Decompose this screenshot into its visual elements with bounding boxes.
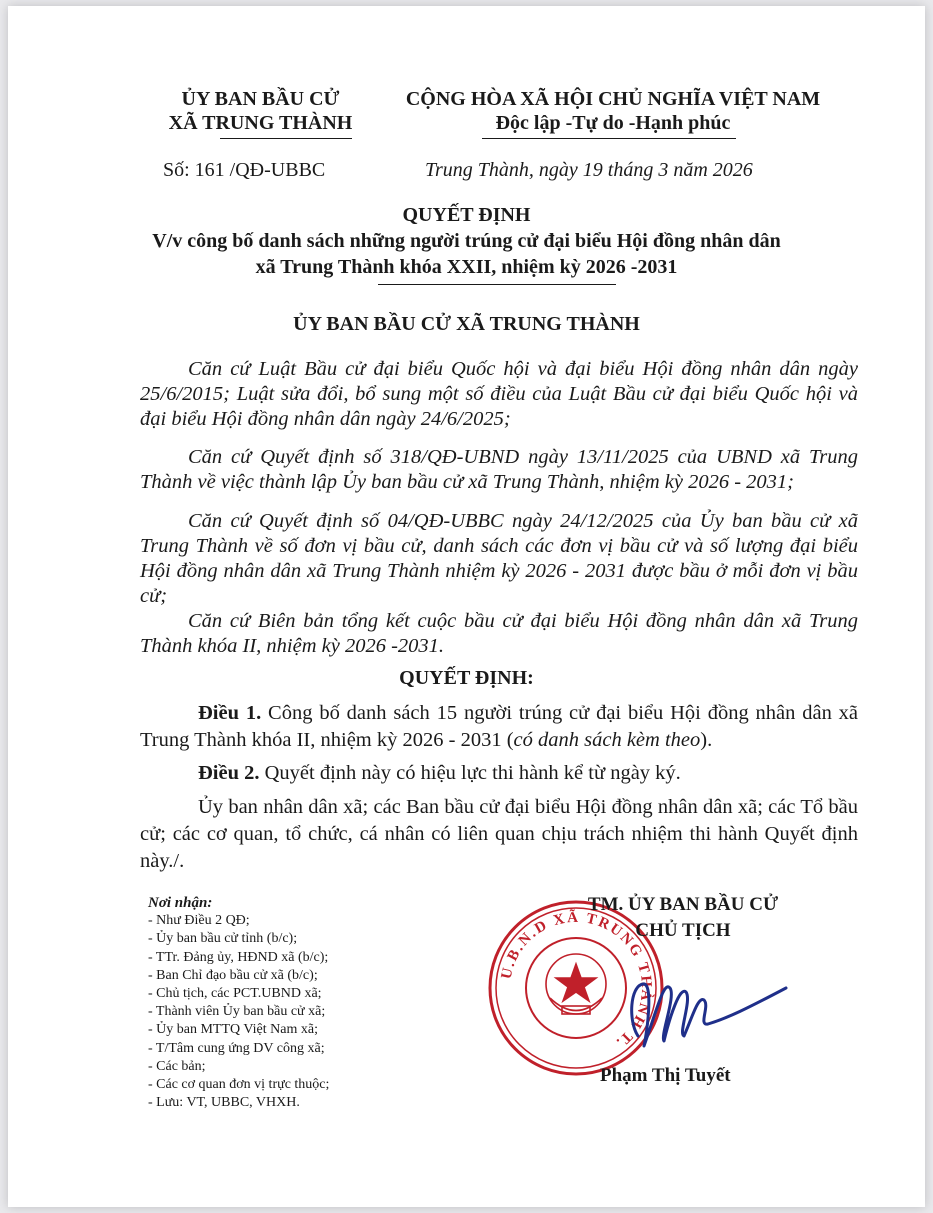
signer-name: Phạm Thị Tuyết [600,1065,731,1086]
handwritten-signature [598,966,798,1056]
org-name-line2: XÃ TRUNG THÀNH [168,112,353,134]
nation-motto: Độc lập -Tự do -Hạnh phúc [495,112,731,134]
document-number: Số: 161 /QĐ-UBBC [163,159,326,181]
document-page [8,6,925,1207]
issuing-authority: ỦY BAN BẦU CỬ XÃ TRUNG THÀNH [293,313,640,335]
signature-stroke [632,984,786,1046]
subject-line1: V/v công bố danh sách những người trúng cử đại biểu Hội đồng nhân dân [152,230,781,252]
document-date: Trung Thành, ngày 19 tháng 3 năm 2026 [425,159,753,181]
recipient-item: - T/Tâm cung ứng DV công xã; [148,1040,325,1056]
legal-basis-4: Căn cứ Biên bản tổng kết cuộc bầu cử đại biểu Hội đồng nhân dân xã Trung Thành khóa II, nhiệm kỳ 2026 -2031. [140,610,858,657]
recipient-item: - TTr. Đảng ủy, HĐND xã (b/c); [148,949,329,965]
org-underline [220,138,352,139]
subject-line2: xã Trung Thành khóa XXII, nhiệm kỳ 2026 -2031 [255,256,678,278]
legal-basis-1: Căn cứ Luật Bầu cử đại biểu Quốc hội và đại biểu Hội đồng nhân dân ngày 25/6/2015; Luật sửa đổi, bổ sung một số điều của Luật Bầu cử đại biểu Quốc hội và đại biểu Hội đồng nhân dân ngày 24/6/2025; [140,358,858,430]
article-1-end: ). [700,729,713,751]
national-emblem-icon [546,954,606,1014]
article-1 [140,700,858,754]
article-1-text: Công bố danh sách 15 người trúng cử đại biểu Hội đồng nhân dân xã Trung Thành khóa II, nhiệm kỳ 2026 - 2031 ( [140,702,858,751]
motto-underline [482,138,736,139]
org-name-line1: ỦY BAN BẦU CỬ [181,88,340,110]
document-title: QUYẾT ĐỊNH [402,204,531,226]
recipient-item: - Như Điều 2 QĐ; [148,913,250,929]
legal-basis-2: Căn cứ Quyết định số 318/QĐ-UBND ngày 13/11/2025 của UBND xã Trung Thành về việc thành lập Ủy ban bầu cử xã Trung Thành, nhiệm kỳ 2026 - 2031; [140,446,858,493]
title-underline [378,284,616,285]
recipient-item: - Chủ tịch, các PCT.UBND xã; [148,986,322,1002]
recipients-block [148,894,329,1112]
article-2-label: Điều 2. [198,762,260,784]
signer-position-1: TM. ỦY BAN BẦU CỬ [587,894,779,915]
recipient-item: - Ban Chỉ đạo bầu cử xã (b/c); [148,967,318,983]
decision-heading: QUYẾT ĐỊNH: [399,667,534,689]
recipients-title: Nơi nhận: [148,895,213,911]
article-2 [140,760,858,787]
article-2-text: Quyết định này có hiệu lực thi hành kể từ ngày ký. [259,762,681,784]
seal-text: U.B.N.D XÃ TRUNG THÀNH T. [498,909,655,1052]
recipient-item: - Lưu: VT, UBBC, VHXH. [148,1095,300,1111]
article-3: Ủy ban nhân dân xã; các Ban bầu cử đại biểu Hội đồng nhân dân xã; các Tổ bầu cử; các cơ quan, tổ chức, cá nhân có liên quan chịu trách nhiệm thi hành Quyết định này./. [140,796,858,872]
legal-basis-3: Căn cứ Quyết định số 04/QĐ-UBBC ngày 24/12/2025 của Ủy ban bầu cử xã Trung Thành về số đơn vị bầu cử, danh sách các đơn vị bầu cử và số lượng đại biểu Hội đồng nhân dân xã Trung Thành nhiệm kỳ 2026 - 2031 được bầu ở mỗi đơn vị bầu cử; [140,510,858,607]
recipient-item: - Thành viên Ủy ban bầu cử xã; [148,1004,326,1020]
article-1-note: có danh sách kèm theo [513,729,701,751]
nation-name: CỘNG HÒA XÃ HỘI CHỦ NGHĨA VIỆT NAM [405,88,821,110]
signer-position-2: CHỦ TỊCH [635,920,731,941]
recipient-item: - Các bản; [148,1058,206,1074]
article-1-label: Điều 1. [198,702,262,724]
recipient-item: - Các cơ quan đơn vị trực thuộc; [148,1077,330,1093]
recipient-item: - Ủy ban bầu cử tỉnh (b/c); [148,931,298,947]
recipient-item: - Ủy ban MTTQ Việt Nam xã; [148,1022,318,1038]
